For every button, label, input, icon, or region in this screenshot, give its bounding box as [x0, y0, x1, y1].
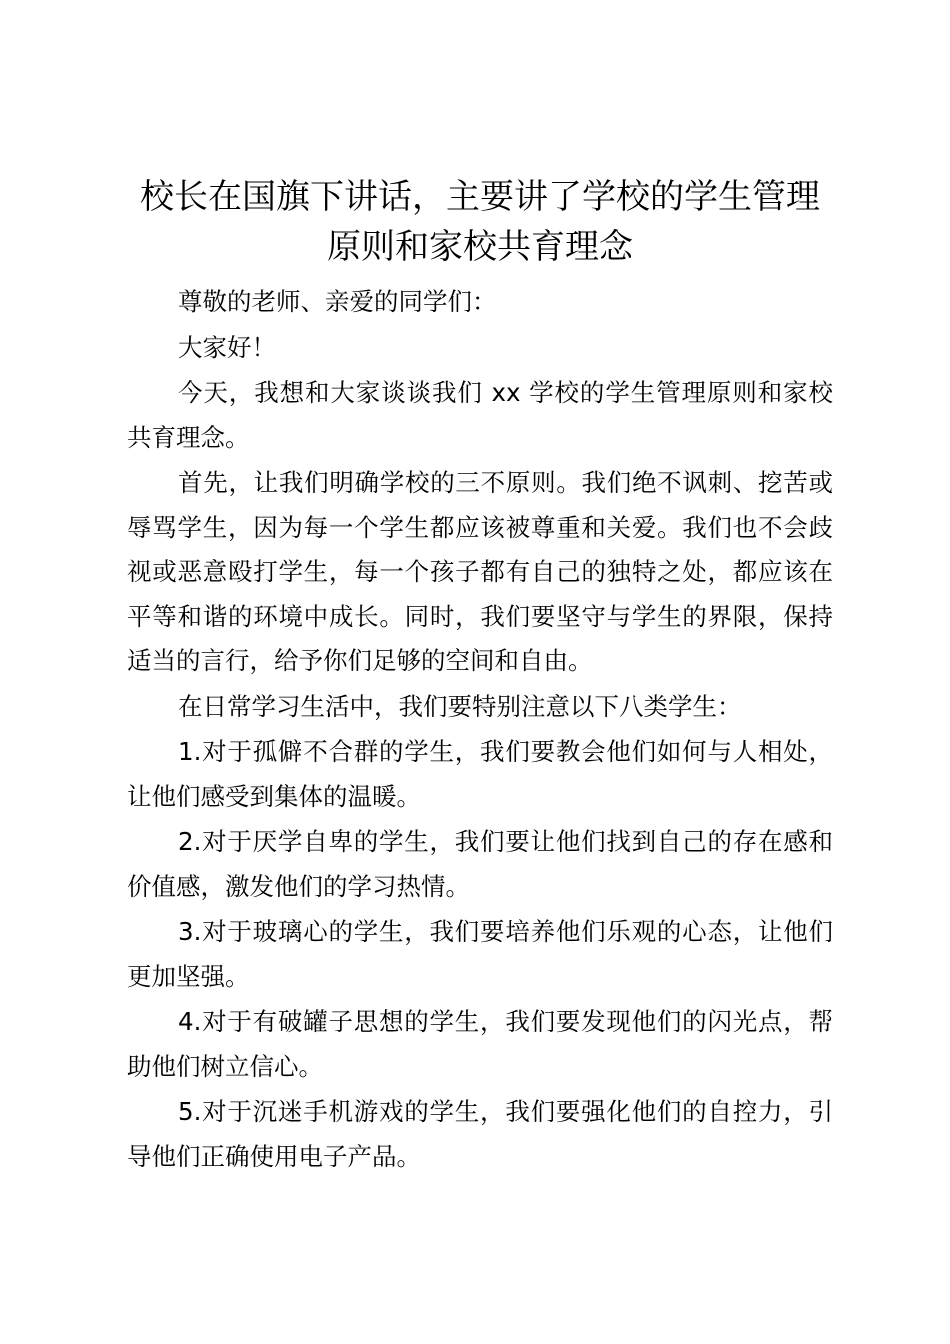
- list-item-5: 5.对于沉迷手机游戏的学生，我们要强化他们的自控力，引导他们正确使用电子产品。: [127, 1097, 833, 1171]
- list-item-2: 2.对于厌学自卑的学生，我们要让他们找到自己的存在感和价值感，激发他们的学习热情。: [127, 827, 833, 901]
- list-item-3: 3.对于玻璃心的学生，我们要培养他们乐观的心态，让他们更加坚强。: [127, 917, 833, 991]
- list-item-4: 4.对于有破罐子思想的学生，我们要发现他们的闪光点，帮助他们树立信心。: [127, 1007, 833, 1081]
- paragraph-intro: 今天，我想和大家谈谈我们 xx 学校的学生管理原则和家校共育理念。: [127, 378, 833, 452]
- title-line-2: 原则和家校共育理念: [327, 227, 633, 267]
- paragraph-salutation: 尊敬的老师、亲爱的同学们：: [178, 287, 497, 316]
- document-page: [127, 172, 833, 1180]
- title-line-1: 校长在国旗下讲话，主要讲了学校的学生管理: [140, 177, 820, 217]
- document-title: [127, 172, 833, 272]
- paragraph-greeting: 大家好！: [178, 332, 276, 362]
- paragraph-eight-types: 在日常学习生活中，我们要特别注意以下八类学生：: [178, 691, 742, 721]
- paragraph-principles: 首先，让我们明确学校的三不原则。我们绝不讽刺、挖苦或辱骂学生，因为每一个学生都应该被尊重和关爱。我们也不会歧视或恶意殴打学生，每一个孩子都有自己的独特之处，都应该在平等和谐的环境中成长。同时，我们要坚守与学生的界限，保持适当的言行，给予你们足够的空间和自由。: [127, 468, 833, 675]
- list-item-1: 1.对于孤僻不合群的学生，我们要教会他们如何与人相处，让他们感受到集体的温暖。: [127, 737, 833, 811]
- document-body: [127, 280, 833, 1179]
